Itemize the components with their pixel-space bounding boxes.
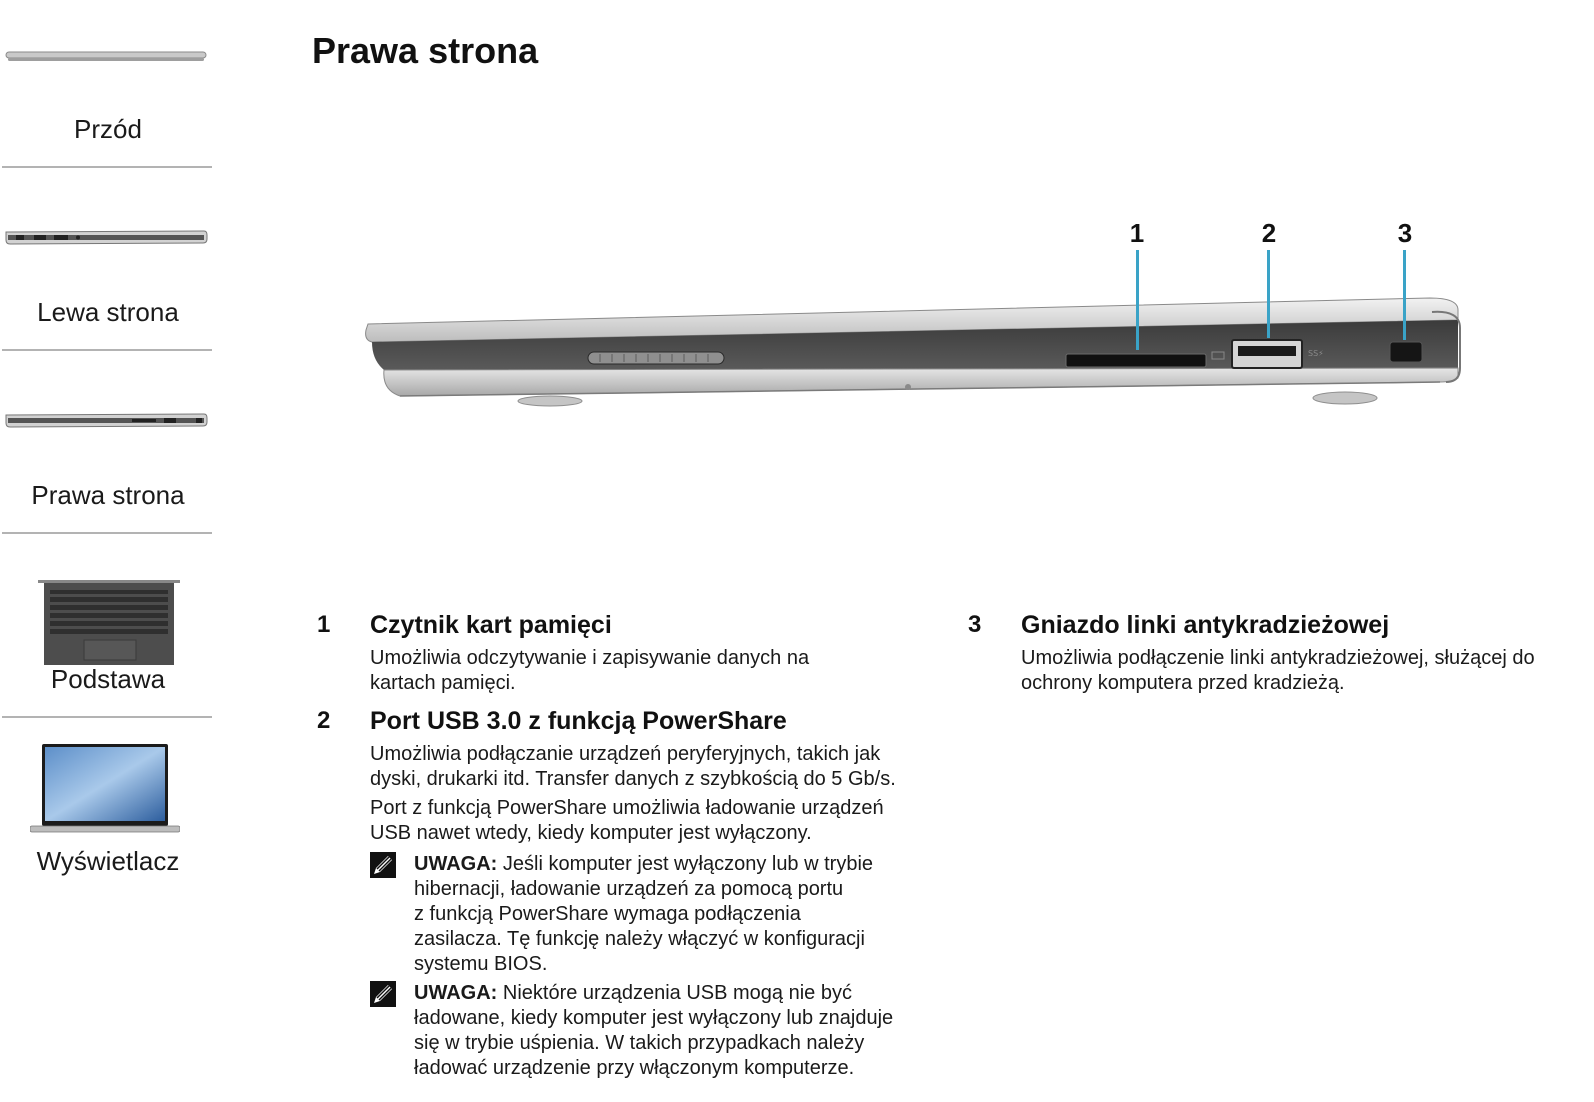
- page-title: Prawa strona: [312, 30, 539, 71]
- sidebar-item-label: Podstawa: [50, 664, 166, 694]
- note-line: się w trybie uśpienia. W takich przypadkach należy: [414, 1032, 865, 1054]
- feature-title: Czytnik kart pamięci: [370, 611, 612, 639]
- feature-title: Port USB 3.0 z funkcją PowerShare: [370, 707, 787, 735]
- sidebar-item-front[interactable]: [0, 0, 216, 170]
- feature-number: 2: [317, 707, 331, 734]
- sidebar-item-label: Wyświetlacz: [36, 846, 180, 876]
- callout-line: [1136, 250, 1139, 350]
- callout-number: 2: [1261, 218, 1277, 248]
- sidebar-item-left-side[interactable]: [0, 170, 216, 353]
- note-line: z funkcją PowerShare wymaga podłączenia: [414, 903, 801, 925]
- note-text: [414, 981, 934, 1081]
- description-line: Umożliwia odczytywanie i zapisywanie danych na: [370, 647, 810, 669]
- description-line: Umożliwia podłączenie linki antykradzieżowej, służącej do: [1021, 647, 1535, 669]
- note-label: UWAGA:: [414, 982, 498, 1004]
- sidebar-item-right-side[interactable]: [0, 353, 216, 536]
- callout-number: 3: [1397, 218, 1413, 248]
- sidebar-item-label: Przód: [74, 114, 142, 144]
- note-line: hibernacji, ładowanie urządzeń za pomocą portu: [414, 878, 844, 900]
- description-line: USB nawet wtedy, kiedy komputer jest wyłączony.: [370, 822, 812, 844]
- description-line: dyski, drukarki itd. Transfer danych z szybkością do 5 Gb/s.: [370, 768, 896, 790]
- note-line: ładować urządzenie przy włączonym komputerze.: [414, 1057, 855, 1079]
- sidebar-item-label: Lewa strona: [37, 297, 179, 327]
- divider: [2, 349, 212, 351]
- divider: [2, 166, 212, 168]
- laptop-base-thumbnail: [38, 580, 188, 670]
- feature-item-usb-powershare: [317, 707, 937, 1097]
- note-line: ładowane, kiedy komputer jest wyłączony lub znajduje: [414, 1007, 894, 1029]
- description-line: ochrony komputera przed kradzieżą.: [1021, 672, 1345, 694]
- note-pencil-icon: [370, 981, 396, 1007]
- callout-line: [1403, 250, 1406, 340]
- description-line: kartach pamięci.: [370, 672, 516, 694]
- sidebar-item-display[interactable]: [0, 720, 216, 900]
- callout-line: [1267, 250, 1270, 338]
- laptop-left-side-thumbnail: [4, 226, 208, 250]
- note-line: Niektóre urządzenia USB mogą nie być: [497, 982, 852, 1004]
- laptop-front-thumbnail: [4, 46, 208, 66]
- feature-description: [370, 796, 884, 846]
- note-pencil-icon: [370, 852, 396, 878]
- note-label: UWAGA:: [414, 853, 498, 875]
- feature-number: 3: [968, 611, 982, 638]
- feature-description: [1021, 646, 1535, 696]
- sidebar-item-base[interactable]: [0, 536, 216, 720]
- sidebar-item-label: Prawa strona: [31, 480, 185, 510]
- laptop-right-side-thumbnail: [4, 409, 208, 433]
- laptop-right-side-figure: [360, 200, 1500, 430]
- feature-number: 1: [317, 611, 331, 638]
- note-line: Jeśli komputer jest wyłączony lub w trybie: [497, 853, 874, 875]
- description-line: Port z funkcją PowerShare umożliwia ładowanie urządzeń: [370, 797, 884, 819]
- svg-text:SS⚡: SS⚡: [1308, 349, 1324, 358]
- feature-item-memory-card-reader: [317, 611, 917, 701]
- laptop-display-thumbnail: [30, 744, 180, 836]
- feature-description: [370, 742, 896, 792]
- feature-item-security-cable-slot: [968, 611, 1588, 701]
- note-text: [414, 852, 934, 977]
- feature-title: Gniazdo linki antykradzieżowej: [1021, 611, 1390, 639]
- divider: [2, 716, 212, 718]
- note-line: zasilacza. Tę funkcję należy włączyć w konfiguracji: [414, 928, 865, 950]
- feature-description: [370, 646, 809, 696]
- divider: [2, 532, 212, 534]
- description-line: Umożliwia podłączanie urządzeń peryferyjnych, takich jak: [370, 743, 881, 765]
- note-line: systemu BIOS.: [414, 953, 548, 975]
- callout-number: 1: [1129, 218, 1145, 248]
